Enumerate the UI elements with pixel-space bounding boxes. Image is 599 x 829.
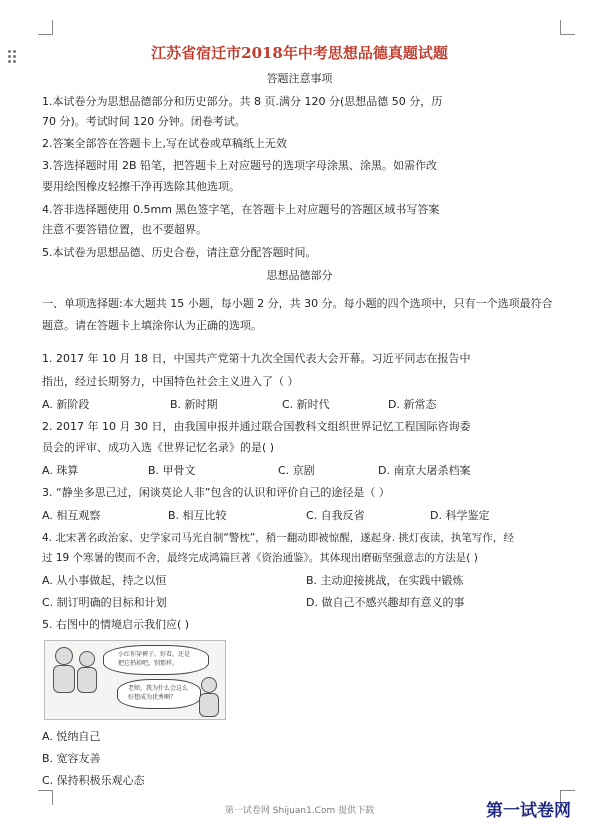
q3-option-c[interactable]: C. 自我反省 bbox=[306, 509, 365, 522]
bubble-text: 把它扔掉吧，别那样。 bbox=[118, 660, 179, 667]
notice-line: 70 分)。考试时间 120 分钟。闭卷考试。 bbox=[42, 115, 246, 128]
question-5-stem: 5. 右图中的情境启示我们应( ) bbox=[42, 618, 190, 631]
q1-option-b[interactable]: B. 新时期 bbox=[170, 398, 218, 411]
question-4-stem: 过 19 个寒暑的锲而不舍，最终完成鸿篇巨著《资治通鉴》。其体现出磨砺坚强意志的方法是( ) bbox=[42, 552, 478, 564]
person-head-icon bbox=[55, 647, 73, 665]
notice-line: 4.答非选择题使用 0.5mm 黑色签字笔，在答题卡上对应题号的答题区域书写答案 bbox=[42, 203, 440, 216]
person-head-icon bbox=[201, 677, 217, 693]
q4-option-a[interactable]: A. 从小事做起，持之以恒 bbox=[42, 574, 167, 587]
q5-option-b[interactable]: B. 宽容友善 bbox=[42, 752, 101, 765]
section-heading: 思想品德部分 bbox=[266, 269, 333, 282]
q2-option-b[interactable]: B. 甲骨文 bbox=[148, 464, 196, 477]
q2-option-c[interactable]: C. 京剧 bbox=[278, 464, 315, 477]
q4-option-d[interactable]: D. 做自己不感兴趣却有意义的事 bbox=[306, 596, 465, 609]
person-head-icon bbox=[79, 651, 95, 667]
crop-mark-top-right bbox=[560, 20, 575, 35]
q5-option-c[interactable]: C. 保持积极乐观心态 bbox=[42, 774, 145, 787]
page-title: 江苏省宿迁市2018年中考思想品德真题试题 bbox=[151, 44, 448, 62]
question-1-stem: 指出，经过长期努力，中国特色社会主义进入了（ ） bbox=[42, 375, 299, 388]
bubble-text: 老师，我为什么会这么 bbox=[128, 685, 189, 692]
q5-option-a[interactable]: A. 悦纳自己 bbox=[42, 730, 101, 743]
q2-option-d[interactable]: D. 南京大屠杀档案 bbox=[378, 464, 471, 477]
part-intro-line: 一、单项选择题:本大题共 15 小题，每小题 2 分，共 30 分。每小题的四个选项中，只有一个选项最符合 bbox=[42, 297, 553, 310]
q1-option-a[interactable]: A. 新阶段 bbox=[42, 398, 90, 411]
notice-line: 5.本试卷为思想品德、历史合卷，请注意分配答题时间。 bbox=[42, 246, 317, 259]
notice-heading: 答题注意事项 bbox=[266, 72, 333, 85]
q1-option-c[interactable]: C. 新时代 bbox=[282, 398, 330, 411]
q4-option-c[interactable]: C. 制订明确的目标和计划 bbox=[42, 596, 167, 609]
question-2-stem: 员会的评审、成功入选《世界记忆名录》的是( ) bbox=[42, 441, 275, 454]
crop-mark-top-left bbox=[38, 20, 53, 35]
person-body-icon bbox=[53, 665, 75, 693]
brand-logo-text[interactable]: 第一试卷网 bbox=[486, 801, 571, 821]
question-4-stem: 4. 北宋著名政治家、史学家司马光自制“警枕”，稍一翻动即被惊醒，遂起身. 挑灯夜读，执笔写作，经 bbox=[42, 532, 514, 544]
question-1-stem: 1. 2017 年 10 月 18 日，中国共产党第十九次全国代表大会开幕。习近平同志在报告中 bbox=[42, 352, 471, 365]
bubble-text: 好想成为优秀啊？ bbox=[128, 694, 177, 701]
q1-option-d[interactable]: D. 新常态 bbox=[388, 398, 437, 411]
q3-option-b[interactable]: B. 相互比较 bbox=[168, 509, 227, 522]
notice-line: 1.本试卷分为思想品德部分和历史部分。共 8 页.满分 120 分(思想品德 50 分，历 bbox=[42, 95, 443, 108]
speech-bubble bbox=[103, 645, 209, 675]
notice-line: 注意不要答错位置，也不要超界。 bbox=[42, 223, 207, 236]
bubble-text: 小红你穿裤子，好看，还是 bbox=[118, 651, 191, 658]
q2-option-a[interactable]: A. 珠算 bbox=[42, 464, 79, 477]
notice-line: 2.答案全部答在答题卡上,写在试卷或草稿纸上无效 bbox=[42, 137, 287, 150]
speech-bubble bbox=[117, 679, 201, 709]
notice-line: 3.答选择题时用 2B 铅笔，把答题卡上对应题号的选项字母涂黑、涂黑。如需作改 bbox=[42, 159, 438, 172]
question-2-stem: 2. 2017 年 10 月 30 日，由我国申报并通过联合国教科文组织世界记忆工程国际咨询委 bbox=[42, 420, 471, 433]
q4-option-b[interactable]: B. 主动迎接挑战，在实践中锻炼 bbox=[306, 574, 464, 587]
person-body-icon bbox=[199, 693, 219, 717]
question-5-illustration bbox=[44, 640, 226, 720]
person-body-icon bbox=[77, 667, 97, 693]
part-intro-line: 题意。请在答题卡上填涂你认为正确的选项。 bbox=[42, 319, 262, 332]
notice-line: 要用绘图橡皮轻擦干净再选除其他选项。 bbox=[42, 180, 240, 193]
q3-option-d[interactable]: D. 科学鉴定 bbox=[430, 509, 490, 522]
footer-text: 第一试卷网 Shijuan1.Com 提供下载 bbox=[224, 806, 375, 816]
question-3-stem: 3. “静坐多思己过，闲谈莫论人非”包含的认识和评价自己的途径是（ ） bbox=[42, 486, 390, 499]
q3-option-a[interactable]: A. 相互观察 bbox=[42, 509, 101, 522]
